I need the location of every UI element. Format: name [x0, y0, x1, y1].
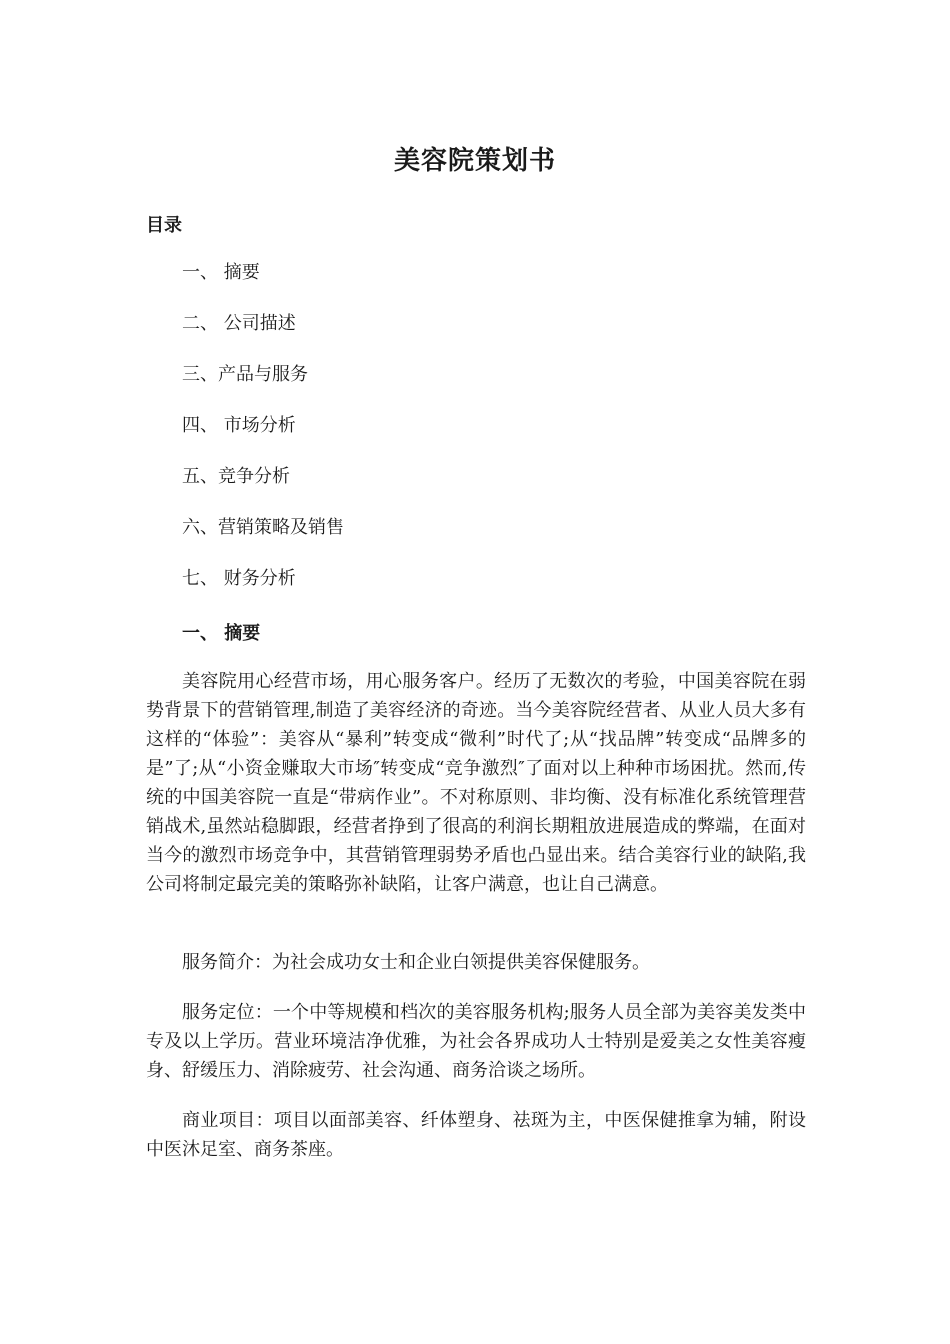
- toc-heading: 目录: [146, 215, 182, 236]
- table-of-contents: [182, 261, 344, 618]
- toc-item-products-services: 三、产品与服务: [182, 364, 308, 385]
- paragraph-service-positioning: 服务定位：一个中等规模和档次的美容服务机构;服务人员全部为美容美发类中专及以上学历。营业环境洁净优雅，为社会各界成功人士特别是爱美之女性美容瘦身、舒缓压力、消除疲劳、社会沟通、商务洽谈之场所。: [146, 1002, 806, 1081]
- paragraph-overview: 美容院用心经营市场，用心服务客户。经历了无数次的考验，中国美容院在弱势背景下的营销管理,制造了美容经济的奇迹。当今美容院经营者、从业人员大多有这样的“体验”：美容从“暴利”转变成“微利”时代了;从“找品牌”转变成“品牌多的是”了;从“小资金赚取大市场″转变成“竞争激烈″了面对以上种种市场困扰。然而,传统的中国美容院一直是“带病作业”。不对称原则、非均衡、没有标准化系统管理营销战术,虽然站稳脚跟，经营者挣到了很高的利润长期粗放进展造成的弊端，在面对当今的激烈市场竞争中，其营销管理弱势矛盾也凸显出来。结合美容行业的缺陷,我公司将制定最完美的策略弥补缺陷，让客户满意，也让自己满意。: [146, 671, 806, 895]
- toc-item-company-description: 二、 公司描述: [182, 313, 296, 334]
- document-title: 美容院策划书: [393, 146, 556, 176]
- section-heading-summary: 一、 摘要: [182, 623, 261, 644]
- toc-item-summary: 一、 摘要: [182, 262, 260, 283]
- toc-item-competition-analysis: 五、竞争分析: [182, 466, 290, 487]
- paragraph-business-projects: 商业项目：项目以面部美容、纤体塑身、祛斑为主，中医保健推拿为辅，附设中医沐足室、商务茶座。: [146, 1110, 806, 1160]
- paragraph-service-intro: 服务简介：为社会成功女士和企业白领提供美容保健服务。: [182, 952, 650, 973]
- toc-item-market-analysis: 四、 市场分析: [182, 415, 296, 436]
- toc-item-financial-analysis: 七、 财务分析: [182, 568, 296, 589]
- toc-item-marketing-sales: 六、营销策略及销售: [182, 517, 344, 538]
